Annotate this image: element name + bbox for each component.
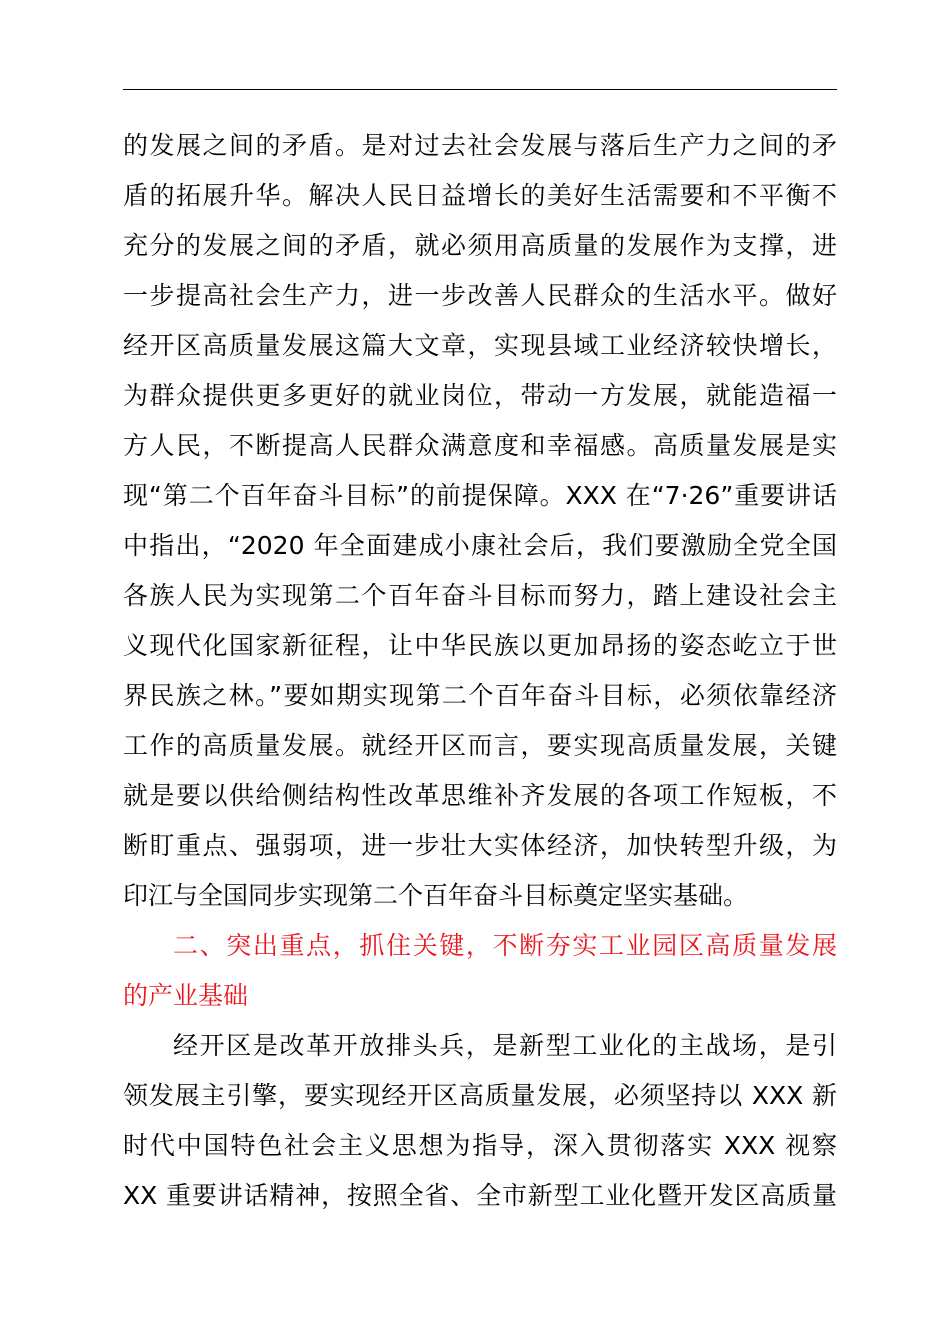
text-line: 充分的发展之间的矛盾，就必须用高质量的发展作为支撑，进 (123, 231, 837, 260)
section-heading-2 (123, 921, 837, 1021)
heading-line: 的产业基础 (123, 981, 249, 1010)
header-rule (123, 89, 837, 90)
text-line: 的发展之间的矛盾。是对过去社会发展与落后生产力之间的矛 (123, 131, 837, 160)
text-line: 就是要以供给侧结构性改革思维补齐发展的各项工作短板，不 (123, 781, 837, 810)
text-line: 为群众提供更多更好的就业岗位，带动一方发展，就能造福一 (123, 381, 837, 410)
text-line: 中指出，“2020 年全面建成小康社会后，我们要激励全党全国 (123, 531, 837, 560)
text-line: 工作的高质量发展。就经开区而言，要实现高质量发展，关键 (123, 731, 837, 760)
paragraph-2 (123, 1021, 837, 1221)
text-line: 领发展主引擎，要实现经开区高质量发展，必须坚持以 XXX 新 (123, 1081, 837, 1110)
heading-line: 二、突出重点，抓住关键，不断夯实工业园区高质量发展 (173, 931, 837, 960)
text-line: 经开区高质量发展这篇大文章，实现县域工业经济较快增长， (123, 331, 837, 360)
text-line: 各族人民为实现第二个百年奋斗目标而努力，踏上建设社会主 (123, 581, 837, 610)
text-line: 一步提高社会生产力，进一步改善人民群众的生活水平。做好 (123, 281, 837, 310)
text-line: XX 重要讲话精神，按照全省、全市新型工业化暨开发区高质量 (123, 1181, 837, 1210)
text-line: 义现代化国家新征程，让中华民族以更加昂扬的姿态屹立于世 (123, 631, 837, 660)
paragraph-1 (123, 121, 837, 921)
text-line: 现“第二个百年奋斗目标”的前提保障。XXX 在“7·26”重要讲话 (123, 481, 837, 510)
text-line: 盾的拓展升华。解决人民日益增长的美好生活需要和不平衡不 (123, 181, 837, 210)
text-line: 断盯重点、强弱项，进一步壮大实体经济，加快转型升级，为 (123, 831, 837, 860)
text-line: 界民族之林。”要如期实现第二个百年奋斗目标，必须依靠经济 (123, 681, 837, 710)
text-line: 方人民，不断提高人民群众满意度和幸福感。高质量发展是实 (123, 431, 837, 460)
document-body (123, 121, 837, 1221)
text-line: 经开区是改革开放排头兵，是新型工业化的主战场，是引 (173, 1031, 837, 1060)
text-line: 时代中国特色社会主义思想为指导，深入贯彻落实 XXX 视察 (123, 1131, 837, 1160)
text-line: 印江与全国同步实现第二个百年奋斗目标奠定坚实基础。 (123, 881, 749, 910)
